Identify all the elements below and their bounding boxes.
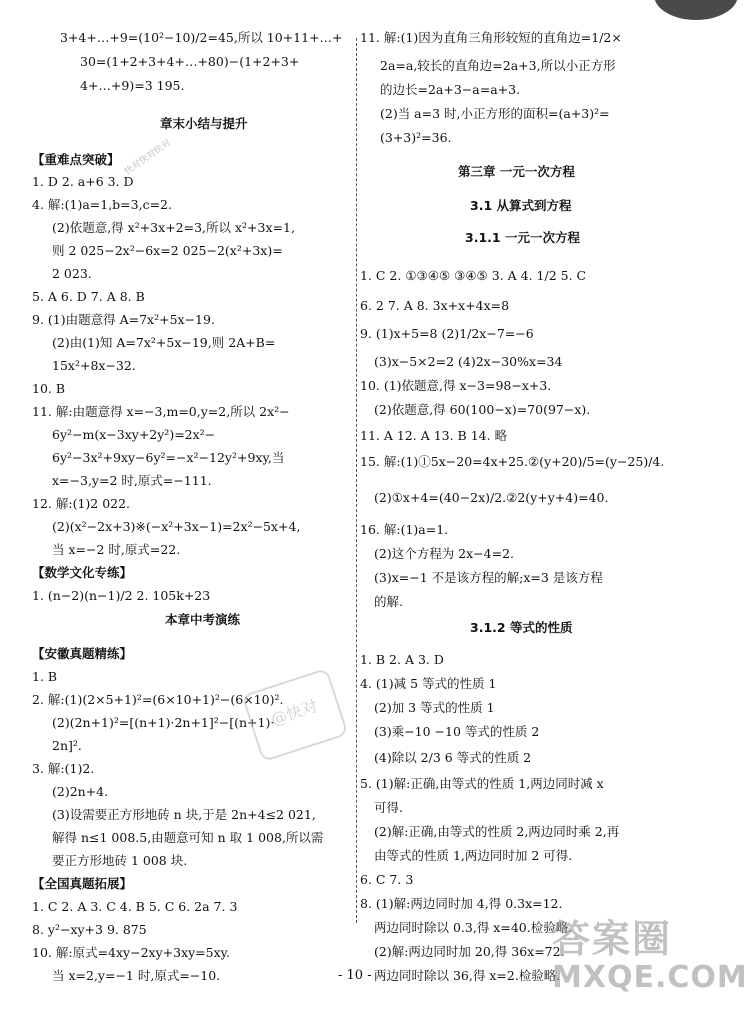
left-line: (2)(2n+1)²=[(n+1)·2n+1]²−[(n+1)· — [52, 715, 275, 730]
page-number: - 10 - — [338, 968, 372, 983]
left-line: 1. C 2. A 3. C 4. B 5. C 6. 2a 7. 3 — [32, 899, 238, 914]
right-line: (2)①x+4=(40−2x)/2.②2(y+y+4)=40. — [374, 490, 609, 505]
right-line: 的边长=2a+3−a=a+3. — [380, 82, 521, 97]
left-line: (3)设需要正方形地砖 n 块,于是 2n+4≤2 021, — [52, 807, 316, 822]
right-line: 3.1.1 一元一次方程 — [465, 230, 580, 245]
left-line: 则 2 025−2x²−6x=2 025−2(x²+3x)= — [52, 243, 283, 258]
right-line: 6. C 7. 3 — [360, 872, 414, 887]
left-line: 3+4+…+9=(10²−10)/2=45,所以 10+11+…+ — [60, 30, 343, 45]
right-line: 4. (1)减 5 等式的性质 1 — [360, 676, 497, 691]
left-line: 4+…+9)=3 195. — [80, 78, 185, 93]
left-line: 12. 解:(1)2 022. — [32, 496, 131, 511]
left-line: 【重难点突破】 — [32, 152, 120, 167]
left-line: (2)(x²−2x+3)※(−x²+3x−1)=2x²−5x+4, — [52, 519, 301, 534]
right-line: 9. (1)x+5=8 (2)1/2x−7=−6 — [360, 326, 534, 341]
page-corner-mark — [654, 0, 738, 20]
left-line: 11. 解:由题意得 x=−3,m=0,y=2,所以 2x²− — [32, 404, 290, 419]
right-line: 可得. — [374, 800, 403, 815]
right-line: 1. B 2. A 3. D — [360, 652, 444, 667]
left-line: 4. 解:(1)a=1,b=3,c=2. — [32, 197, 172, 212]
watermark-line-2: MXQE.COM — [552, 960, 748, 995]
left-line: 1. (n−2)(n−1)/2 2. 105k+23 — [32, 588, 211, 603]
right-line: (3)乘−10 −10 等式的性质 2 — [374, 724, 540, 739]
left-line: 5. A 6. D 7. A 8. B — [32, 289, 145, 304]
stamp-watermark: 快对快对快对 — [122, 138, 173, 178]
left-line: 15x²+8x−32. — [52, 358, 136, 373]
site-watermark — [552, 908, 748, 1008]
right-line: 11. 解:(1)因为直角三角形较短的直角边=1/2× — [360, 30, 622, 45]
left-line: 2. 解:(1)(2×5+1)²=(6×10+1)²−(6×10)². — [32, 692, 284, 707]
left-line: 30=(1+2+3+4+…+80)−(1+2+3+ — [80, 54, 300, 69]
left-line: 6y²−m(x−3xy+2y²)=2x²− — [52, 427, 216, 442]
right-line: (3+3)²=36. — [380, 130, 452, 145]
left-line: 要正方形地砖 1 008 块. — [52, 853, 188, 868]
right-line: 两边同时除以 0.3,得 x=40.检验略. — [374, 920, 573, 935]
left-line: 【全国真题拓展】 — [32, 876, 133, 891]
left-line: 2n]². — [52, 738, 82, 753]
right-line: 第三章 一元一次方程 — [458, 164, 575, 179]
right-line: 8. (1)解:两边同时加 4,得 0.3x=12. — [360, 896, 563, 911]
left-line: 10. 解:原式=4xy−2xy+3xy=5xy. — [32, 945, 231, 960]
left-line: x=−3,y=2 时,原式=−111. — [52, 473, 212, 488]
left-line: 1. B — [32, 669, 58, 684]
right-line: 10. (1)依题意,得 x−3=98−x+3. — [360, 378, 552, 393]
left-line: 【数学文化专练】 — [32, 565, 133, 580]
right-line: 由等式的性质 1,两边同时加 2 可得. — [374, 848, 573, 863]
right-line: (2)依题意,得 60(100−x)=70(97−x). — [374, 402, 591, 417]
right-line: 2a=a,较长的直角边=2a+3,所以小正方形 — [380, 58, 616, 73]
left-line: 1. D 2. a+6 3. D — [32, 174, 134, 189]
left-line: 10. B — [32, 381, 66, 396]
left-line: 本章中考演练 — [165, 612, 241, 627]
right-line: 3.1.2 等式的性质 — [470, 620, 573, 635]
right-line: 两边同时除以 36,得 x=2.检验略. — [374, 968, 561, 983]
right-line: (3)x−5×2=2 (4)2x−30%x=34 — [374, 354, 563, 369]
right-line: 6. 2 7. A 8. 3x+x+4x=8 — [360, 298, 510, 313]
watermark-line-1: 答案圈 — [552, 917, 673, 961]
left-line: 章末小结与提升 — [160, 116, 248, 131]
right-line: (2)当 a=3 时,小正方形的面积=(a+3)²= — [380, 106, 610, 121]
left-line: (2)依题意,得 x²+3x+2=3,所以 x²+3x=1, — [52, 220, 295, 235]
left-line: 【安徽真题精练】 — [32, 646, 133, 661]
right-line: 1. C 2. ①③④⑤ ③④⑤ 3. A 4. 1/2 5. C — [360, 268, 587, 283]
left-line: 3. 解:(1)2. — [32, 761, 95, 776]
right-line: (4)除以 2/3 6 等式的性质 2 — [374, 750, 532, 765]
left-line: 2 023. — [52, 266, 92, 281]
right-line: 16. 解:(1)a=1. — [360, 522, 449, 537]
right-line: 的解. — [374, 594, 403, 609]
seal-watermark: @快对 — [241, 668, 348, 762]
right-line: (3)x=−1 不是该方程的解;x=3 是该方程 — [374, 570, 603, 585]
left-line: 9. (1)由题意得 A=7x²+5x−19. — [32, 312, 215, 327]
left-line: (2)由(1)知 A=7x²+5x−19,则 2A+B= — [52, 335, 276, 350]
right-line: (2)这个方程为 2x−4=2. — [374, 546, 515, 561]
left-line: 当 x=2,y=−1 时,原式=−10. — [52, 968, 221, 983]
right-line: 3.1 从算式到方程 — [470, 198, 572, 213]
column-divider — [356, 38, 357, 923]
left-line: 8. y²−xy+3 9. 875 — [32, 922, 147, 937]
right-line: 5. (1)解:正确,由等式的性质 1,两边同时减 x — [360, 776, 604, 791]
right-line: 11. A 12. A 13. B 14. 略 — [360, 428, 508, 443]
right-line: (2)加 3 等式的性质 1 — [374, 700, 495, 715]
right-line: (2)解:两边同时加 20,得 36x=72. — [374, 944, 565, 959]
right-line: (2)解:正确,由等式的性质 2,两边同时乘 2,再 — [374, 824, 620, 839]
left-line: 解得 n≤1 008.5,由题意可知 n 取 1 008,所以需 — [52, 830, 324, 845]
left-line: 当 x=−2 时,原式=22. — [52, 542, 181, 557]
left-line: 6y²−3x²+9xy−6y²=−x²−12y²+9xy,当 — [52, 450, 285, 465]
right-line: 15. 解:(1)①5x−20=4x+25.②(y+20)/5=(y−25)/4. — [360, 454, 665, 469]
left-line: (2)2n+4. — [52, 784, 109, 799]
